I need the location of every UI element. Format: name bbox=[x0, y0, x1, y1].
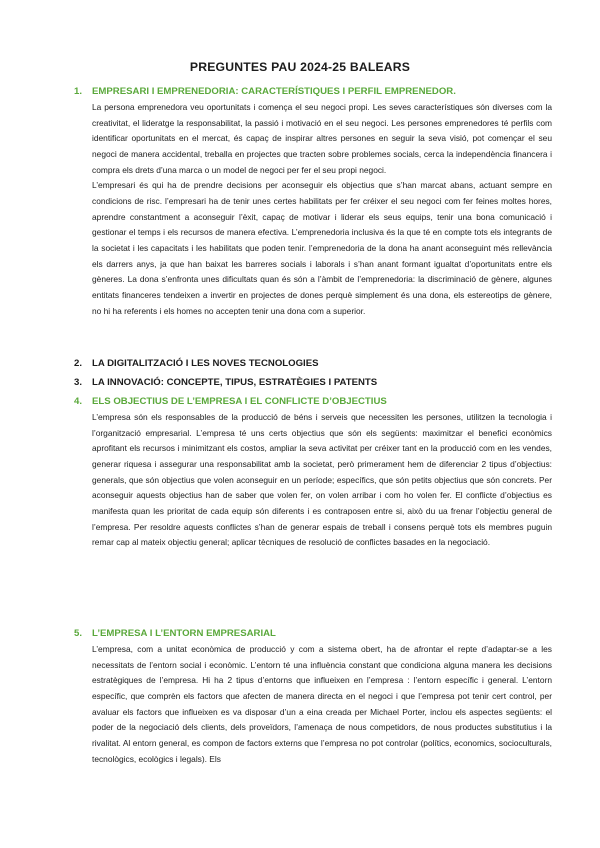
section-heading: EMPRESARI I EMPRENEDORIA: CARACTERÍSTIQUES I PERFIL EMPRENEDOR. bbox=[92, 86, 456, 97]
section-number: 5. bbox=[74, 628, 83, 639]
section-5-body bbox=[92, 642, 552, 767]
section-heading: LA INNOVACIÓ: CONCEPTE, TIPUS, ESTRATÈGIES I PATENTS bbox=[92, 377, 378, 388]
section-number: 3. bbox=[74, 377, 83, 388]
document-title: PREGUNTES PAU 2024-25 BALEARS bbox=[189, 60, 411, 74]
paragraph: La persona emprenedora veu oportunitats i comença el seu negoci propi. Les seves característiques són diverses com la creativitat, el lideratge la responsabilitat, la passió i motivació en el seu negoci. Les persones emprenedores té perfils com identificar oportunitats en el mercat, és capaç de inspirar altres persones en seguir la seva visió, pot començar el seu negoci de manera accidental, treballa en projectes que tracten sobre problemes socials, cerca la independència financera i compra els drets d’una marca o un model de negoci per fer el seu propi negoci. bbox=[92, 102, 552, 175]
section-4-body bbox=[92, 410, 552, 551]
paragraph: L’empresa són els responsables de la producció de béns i serveis que necessiten les persones, utilitzen la tecnologia i l’organització empresarial. L’empresa té uns certs objectius que són els següents: maximitzar el benefici econòmics aprofitant els recursos i minimitzant els costos, ampliar la seva activitat per créixer tant en la producció com en les vendes, generar riquesa i assegurar una responsabilitat amb la societat, però primerament hem de diferenciar 2 tipus d’objectius: generals, que són objectius que volen aconseguir en un període; específics, que són petits objectius que són concrets. Per aconseguir aquests objectius han de saber que volen fer, on volen arribar i com ho volen fer. El conflicte d’objectius es manifesta quan les prioritat de cada equip són diferents i es contraposen entre si, això du ua frenar l’objectiu general de l’empresa. Per resoldre aquests conflictes s’han de generar espais de treball i consens perquè tots els membres puguin remar cap al mateix objectiu general; aplicar tècniques de resolució de conflictes basades en la negociació. bbox=[92, 412, 552, 548]
section-number: 2. bbox=[74, 358, 83, 369]
section-heading: ELS OBJECTIUS DE L’EMPRESA I EL CONFLICTE D’OBJECTIUS bbox=[92, 396, 387, 407]
paragraph: L’empresari és qui ha de prendre decisions per aconseguir els objectius que s’han marcat abans, actuant sempre en condicions de risc. l’empresari ha de tenir unes certes habilitats per fer créixer el seu negoci com fer feines moltes hores, aprendre constantment a aconseguir l’èxit, capaç de motivar i liderar els seus equips, tenir una bona comunicació i gestionar el temps i els recursos de manera efectiva. L’emprenedoria inclusiva és la que té en compte tots els integrants de la societat i les capacitats i les habilitats que poden tenir. l’emprenedoria de la dona ha anant aconseguint més rellevància els darrers anys, ja que han baixat les barreres socials i laborals i s’han anant formant igualtat d’oportunitats entre els gèneres. La dona s’enfronta unes dificultats quan és són a l’àmbit de l’emprenedoria: la discriminació de gènere, algunes entitats financeres tendeixen a invertir en projectes de dones perquè simplement és una dona, els estereotips de gènere, no hi ha referents i els homes no accepten tenir una dona com a superior. bbox=[92, 180, 552, 316]
section-heading: LA DIGITALITZACIÓ I LES NOVES TECNOLOGIES bbox=[92, 358, 319, 369]
section-1-body bbox=[92, 100, 552, 319]
paragraph: L’empresa, com a unitat econòmica de producció y com a sistema obert, ha de afrontar el repte d’adaptar-se a les necessitats de l’entorn social i econòmic. L’entorn té una influència constant que condiciona alguna manera les decisions estratègiques de l’empresa. Hi ha 2 tipus d’entorns que influeixen en l’empresa : l’entorn específic i general. L’entorn específic, que comprèn els factors que afecten de manera directa en el negoci i que l’empresa pot tenir cert control, per avaluar els factors que influeixen es va disposar d’un a eina creada per Michael Porter, inclou els aspectes següents: el poder de la negociació dels clients, dels proveïdors, l’amenaça de nous competidors, de nous productes substitutius i la rivalitat. Al entorn general, es compon de factors externs que l’empresa no pot controlar (polítics, economics, socioculturals, tecnològics, ecològics i legals). Els bbox=[92, 644, 552, 764]
section-heading: L’EMPRESA I L’ENTORN EMPRESARIAL bbox=[92, 628, 276, 639]
section-number: 1. bbox=[74, 86, 83, 97]
section-number: 4. bbox=[74, 396, 83, 407]
